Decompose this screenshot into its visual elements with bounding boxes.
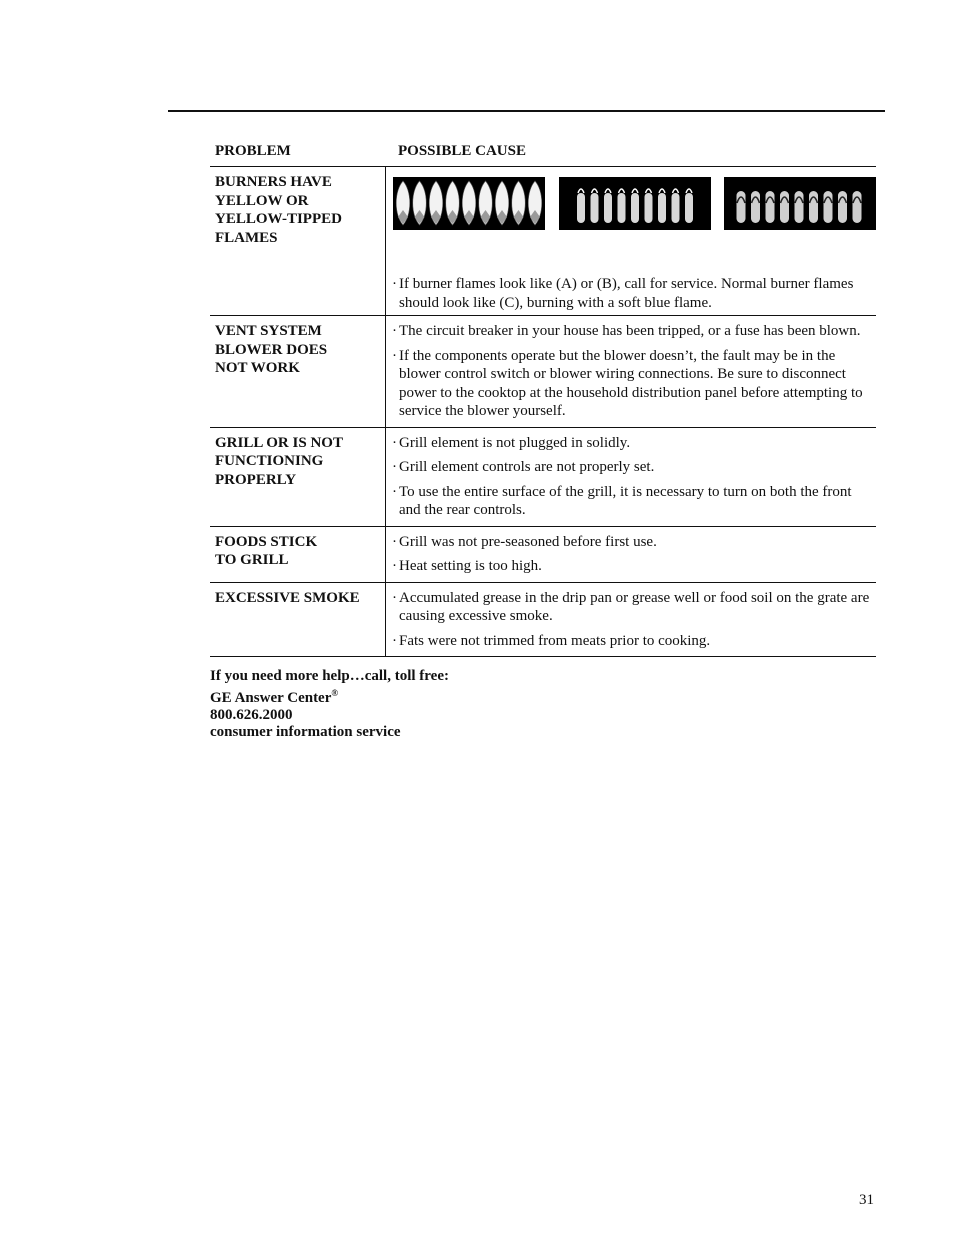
top-rule: [168, 110, 885, 112]
table-row: [210, 316, 876, 428]
header-possible-cause: POSSIBLE CAUSE: [398, 143, 526, 159]
cause-item: · Grill element controls are not properly set.: [391, 458, 876, 477]
help-line: If you need more help…call, toll free:: [210, 668, 449, 684]
problem-label: BURNERS HAVE YELLOW OR YELLOW-TIPPED FLAMES: [210, 167, 386, 315]
flame-yellow-tipped-icon: [559, 177, 711, 230]
cause-item: · The circuit breaker in your house has been tripped, or a fuse has been blown.: [391, 322, 876, 341]
help-contact: [210, 668, 449, 741]
cause-list: [386, 583, 876, 657]
problem-label: EXCESSIVE SMOKE: [210, 583, 386, 657]
flame-normal-blue-icon: [724, 177, 876, 230]
cause-item: · Heat setting is too high.: [391, 557, 876, 576]
answer-center: GE Answer Center®: [210, 688, 339, 706]
cause-item: · Fats were not trimmed from meats prior to cooking.: [391, 632, 876, 651]
table-header: [210, 140, 876, 167]
cause-list: [386, 167, 876, 315]
phone-number: 800.626.2000: [210, 707, 293, 723]
table-row: [210, 428, 876, 527]
cause-list: [386, 316, 876, 427]
service-line: consumer information service: [210, 724, 401, 740]
table-row: [210, 527, 876, 583]
cause-item: · If the components operate but the blower doesn’t, the fault may be in the blower control switch or blower wiring connections. Be sure to disconnect power to the cooktop at the household distribution panel before attempting to service the blower yourself.: [391, 347, 876, 421]
problem-label: FOODS STICK TO GRILL: [210, 527, 386, 582]
cause-item: · Grill element is not plugged in solidly.: [391, 434, 876, 453]
cause-item: · Accumulated grease in the drip pan or grease well or food soil on the grate are causing excessive smoke.: [391, 589, 876, 626]
flame-illustrations: [393, 177, 876, 230]
problem-label: GRILL OR IS NOT FUNCTIONING PROPERLY: [210, 428, 386, 526]
flame-yellow-icon: [393, 177, 545, 230]
troubleshooting-table: [210, 140, 876, 657]
header-problem: PROBLEM: [215, 143, 291, 159]
table-row: [210, 167, 876, 316]
problem-label: VENT SYSTEM BLOWER DOES NOT WORK: [210, 316, 386, 427]
cause-list: [386, 527, 876, 582]
cause-list: [386, 428, 876, 526]
cause-item: · To use the entire surface of the grill, it is necessary to turn on both the front and the rear controls.: [391, 483, 876, 520]
registered-mark: ®: [331, 688, 339, 698]
cause-item: · If burner flames look like (A) or (B), call for service. Normal burner flames should look like (C), burning with a soft blue flame.: [391, 275, 876, 312]
page-number: 31: [859, 1192, 874, 1208]
cause-item: · Grill was not pre-seasoned before first use.: [391, 533, 876, 552]
table-row: [210, 583, 876, 658]
